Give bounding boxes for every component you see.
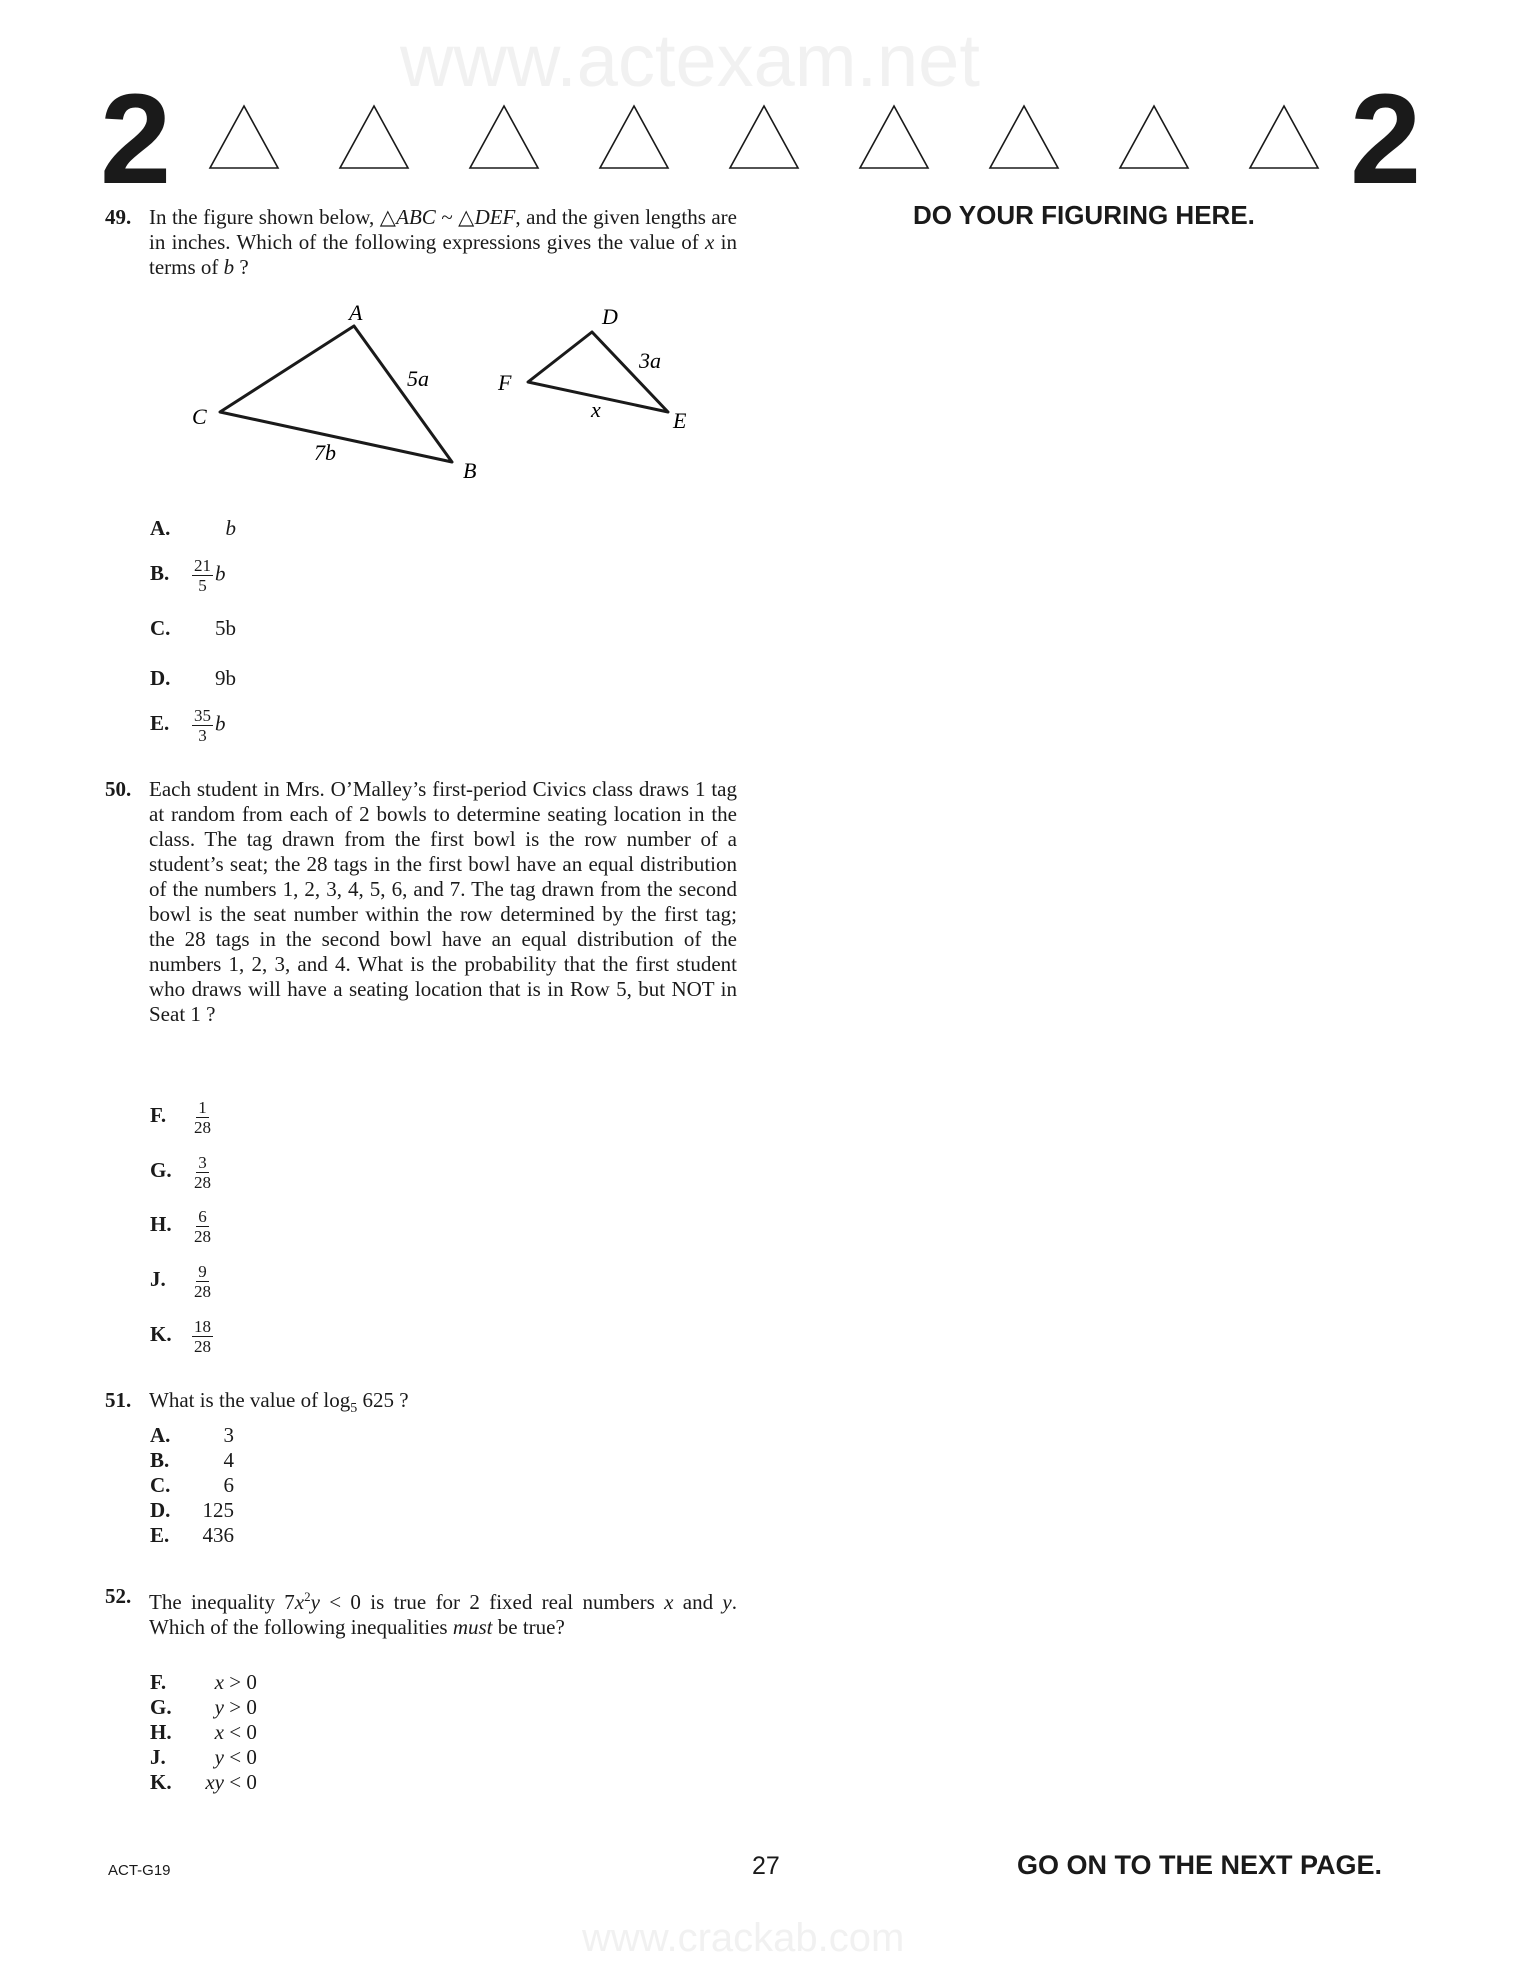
triangle-icon	[1118, 104, 1190, 170]
triangle-icon	[728, 104, 800, 170]
answer-option-h[interactable]	[150, 1207, 215, 1246]
question-number: 52.	[105, 1584, 132, 1608]
option-letter: J.	[150, 1745, 166, 1769]
form-code: ACT-G19	[108, 1862, 171, 1879]
side-cb-label: 7b	[314, 440, 336, 465]
answer-option-f[interactable]	[150, 1098, 215, 1137]
option-letter: H.	[150, 1212, 172, 1237]
answer-option-b[interactable]: B. $\frac{21}{5}$ b	[150, 556, 226, 595]
option-letter: E.	[150, 1523, 170, 1547]
next-page-instruction: GO ON TO THE NEXT PAGE.	[1017, 1850, 1383, 1880]
fraction: $\frac{9}{28}$	[194, 1262, 211, 1301]
question-text: What is the value of $\log_5 625$ ?	[149, 1388, 409, 1417]
triangle-icon	[858, 104, 930, 170]
q51-options	[150, 1423, 234, 1548]
fraction: $\frac{1}{28}$	[194, 1098, 211, 1137]
side-fe-label: x	[591, 397, 601, 422]
option-letter: D.	[150, 1498, 171, 1522]
option-letter: A.	[150, 1423, 171, 1447]
triangle-icon	[338, 104, 410, 170]
fraction: $\frac{6}{28}$	[194, 1207, 211, 1246]
answer-option-c[interactable]: C. 6	[150, 1473, 234, 1497]
answer-option-e[interactable]: E. 436	[150, 1523, 234, 1547]
answer-option-g[interactable]	[150, 1153, 215, 1192]
similar-triangles-figure	[180, 290, 720, 490]
q52-options	[150, 1670, 257, 1795]
answer-option-d[interactable]: D. 125	[150, 1498, 234, 1522]
question-number: 50.	[105, 777, 132, 801]
triangle-icon	[598, 104, 670, 170]
option-letter: G.	[150, 1158, 172, 1183]
option-letter: G.	[150, 1695, 172, 1719]
question-49	[105, 205, 737, 280]
question-50	[105, 777, 737, 1027]
answer-option-b[interactable]: B. 4	[150, 1448, 234, 1472]
triangle-icon	[208, 104, 280, 170]
question-text: In the figure shown below, △ABC ~ △DEF, and the given lengths are in inches. Which of the following expressions gives the value of x in terms of b ?	[149, 205, 737, 279]
answer-option-j[interactable]: J. y < 0	[150, 1745, 257, 1769]
fraction: $\frac{3}{28}$	[194, 1153, 211, 1192]
answer-option-h[interactable]: H. x < 0	[150, 1720, 257, 1744]
vertex-a-label: A	[349, 300, 363, 325]
answer-option-k[interactable]	[150, 1317, 215, 1356]
fraction: $\frac{21}{5}$	[194, 556, 211, 595]
option-letter: H.	[150, 1720, 172, 1744]
fraction: $\frac{35}{3}$	[194, 706, 211, 745]
figuring-area-label: DO YOUR FIGURING HERE.	[913, 200, 1255, 230]
fraction: $\frac{18}{28}$	[194, 1317, 211, 1356]
side-de-label: 3a	[639, 348, 661, 373]
option-letter: B.	[150, 1448, 170, 1472]
option-letter: K.	[150, 1322, 172, 1347]
question-51	[105, 1388, 737, 1421]
question-52	[105, 1584, 737, 1640]
triangle-icon	[1248, 104, 1320, 170]
triangle-abc	[220, 326, 452, 462]
question-number: 49.	[105, 205, 132, 229]
vertex-f-label: F	[498, 370, 512, 395]
option-letter: A.	[150, 516, 171, 540]
vertex-b-label: B	[463, 458, 477, 483]
page-number: 27	[752, 1852, 780, 1880]
watermark-top: www.actexam.net	[400, 19, 980, 102]
triangle-icon	[988, 104, 1060, 170]
answer-option-j[interactable]	[150, 1262, 215, 1301]
answer-option-a[interactable]: A. 3	[150, 1423, 234, 1447]
section-number-left: 2	[100, 68, 172, 211]
option-letter: J.	[150, 1267, 166, 1292]
section-number-right: 2	[1350, 68, 1422, 211]
answer-option-e[interactable]: E. $\frac{35}{3}$ b	[150, 706, 226, 745]
vertex-d-label: D	[602, 304, 618, 329]
vertex-c-label: C	[192, 404, 207, 429]
answer-option-f[interactable]: F. x > 0	[150, 1670, 257, 1694]
answer-option-k[interactable]: K. xy < 0	[150, 1770, 257, 1794]
option-letter: K.	[150, 1770, 172, 1794]
option-letter: C.	[150, 616, 171, 640]
watermark-bottom: www.crackab.com	[582, 1916, 905, 1960]
option-letter: D.	[150, 666, 171, 690]
option-letter: F.	[150, 1103, 167, 1128]
side-ab-label: 5a	[407, 366, 429, 391]
question-number: 51.	[105, 1388, 132, 1412]
vertex-e-label: E	[673, 408, 687, 433]
answer-option-d[interactable]: D. 9b	[150, 666, 236, 690]
question-text: Each student in Mrs. O’Malley’s first-period Civics class draws 1 tag at random from each of 2 bowls to determine seating location in the class. The tag drawn from the first bowl is the row number of a student’s seat; the 28 tags in the first bowl have an equal distribution of the numbers 1, 2, 3, 4, 5, 6, and 7. The tag drawn from the second bowl is the seat number within the row determined by the first tag; the 28 tags in the second bowl have an equal distribution of the numbers 1, 2, 3, and 4. What is the probability that the first student who draws will have a seating location that is in Row 5, but NOT in Seat 1 ?	[149, 777, 737, 1026]
triangle-icon	[468, 104, 540, 170]
answer-option-g[interactable]: G. y > 0	[150, 1695, 257, 1719]
answer-option-a[interactable]: A. b	[150, 516, 236, 540]
option-letter: F.	[150, 1670, 167, 1694]
option-letter: E.	[150, 711, 170, 736]
option-letter: B.	[150, 561, 170, 586]
option-letter: C.	[150, 1473, 171, 1497]
answer-option-c[interactable]: C. 5b	[150, 616, 236, 640]
question-text: The inequality $7x^2y < 0$ is true for 2 fixed real numbers x and y. Which of the following inequalities must be true?	[149, 1589, 737, 1639]
